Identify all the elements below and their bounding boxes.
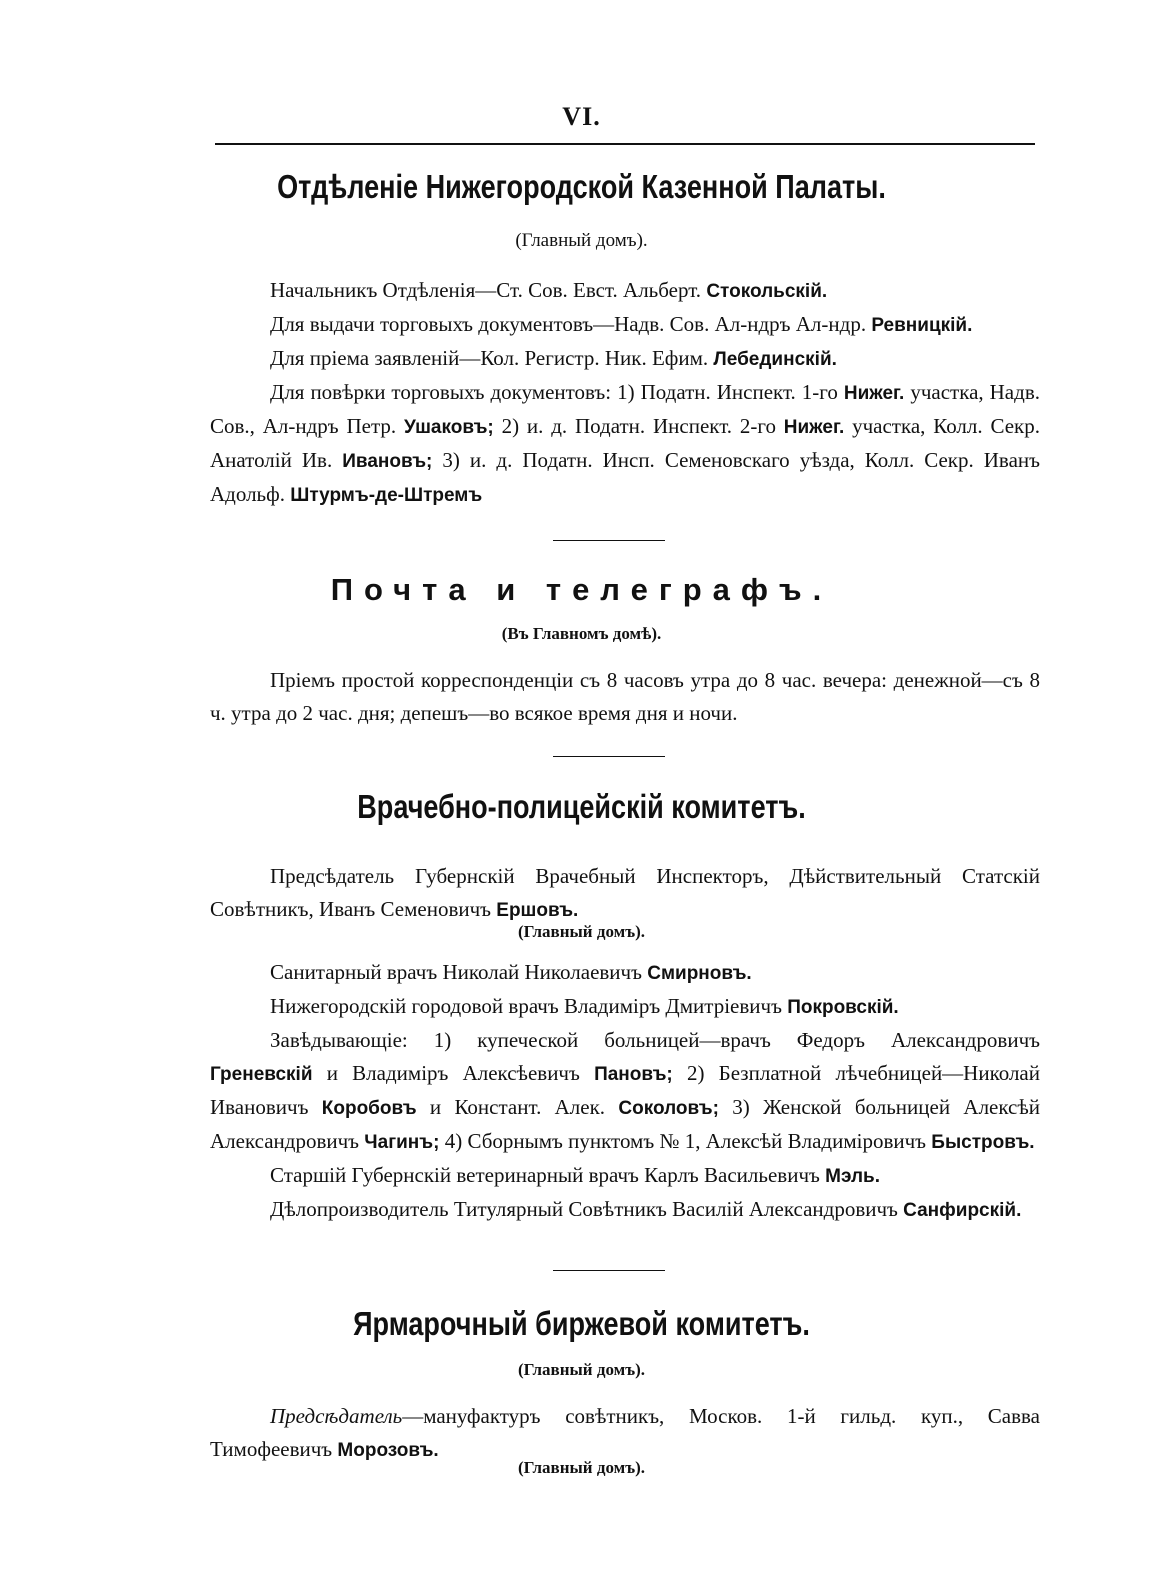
person-name: Греневскій <box>210 1064 313 1085</box>
section-title-exchange: Ярмарочный биржевой комитетъ. <box>353 1305 810 1342</box>
treasury-body <box>210 274 1040 512</box>
person-name: Быстровъ. <box>931 1132 1035 1153</box>
section-location-exchange-2: (Главный домъ). <box>517 1458 646 1477</box>
person-name: Смирновъ. <box>647 963 752 984</box>
person-name: Стокольскій. <box>706 281 828 302</box>
chief-entry: Начальникъ Отдѣленія—Ст. Сов. Евст. Альберт. Стокольскій. <box>270 278 828 302</box>
section-divider <box>553 1270 665 1271</box>
header-rule <box>215 143 1035 145</box>
section-divider <box>553 540 665 541</box>
person-name: Штурмъ-де-Штремъ <box>290 485 483 506</box>
person-name: Коробовъ <box>321 1098 417 1119</box>
person-name: Соколовъ; <box>618 1098 719 1119</box>
post-body <box>210 664 1040 730</box>
section-location-treasury: (Главный домъ). <box>515 230 648 251</box>
medical-body <box>210 956 1040 1227</box>
person-name: Ивановъ; <box>342 451 433 472</box>
person-name: Морозовъ. <box>337 1440 439 1461</box>
person-name: Пановъ; <box>594 1064 673 1085</box>
person-name: Санфирскій. <box>903 1200 1022 1221</box>
section-title-post: Почта и телеграфъ. <box>330 572 833 607</box>
person-name: Лебединскій. <box>713 349 837 370</box>
exchange-body <box>210 1400 1040 1467</box>
section-title-medical: Врачебно-полицейскій комитетъ. <box>357 788 806 825</box>
exchange-chairman-entry: Предсѣдатель—мануфактуръ совѣтникъ, Москов. 1-й гильд. куп., Савва Тимофеевичъ Морозовъ. <box>210 1404 1040 1461</box>
chairman-entry: Предсѣдатель Губернскій Врачебный Инспекторъ, Дѣйствительный Статскій Совѣтникъ, Иванъ Семеновичъ Ершовъ. <box>210 864 1040 921</box>
section-location-exchange: (Главный домъ). <box>517 1360 646 1379</box>
person-name: Ревницкій. <box>871 315 973 336</box>
section-location-medical: (Главный домъ). <box>517 922 646 941</box>
applications-entry: Для пріема заявленій—Кол. Регистр. Ник. Ефим. Лебединскій. <box>270 346 837 370</box>
section-location-post: (Въ Главномъ домѣ). <box>501 624 662 643</box>
person-name: Покровскій. <box>787 997 899 1018</box>
section-title-treasury: Отдѣленіе Нижегородской Казенной Палаты. <box>277 168 886 205</box>
person-name: Ершовъ. <box>496 900 579 921</box>
medical-chairman <box>210 860 1040 927</box>
person-name: Чагинъ; <box>364 1132 440 1153</box>
person-name: Мэль. <box>825 1166 881 1187</box>
page-number: VI. <box>562 102 601 131</box>
sanitary-entry: Санитарный врачъ Николай Николаевичъ Смирновъ. <box>270 960 752 984</box>
vet-entry: Старшій Губернскій ветеринарный врачъ Карлъ Васильевичъ Мэль. <box>270 1163 881 1187</box>
post-hours: Пріемъ простой корреспонденціи съ 8 часовъ утра до 8 час. вечера: денежной—съ 8 ч. утра до 2 час. дня; депешъ—во всякое время дня и ночи. <box>210 668 1040 725</box>
heads-entry: Завѣдывающіе: 1) купеческой больницей—врачъ Федоръ Александровичъ Греневскій и Владиміръ Алексѣевичъ Пановъ; 2) Безплатной лѣчебницей—Николай Ивановичъ Коробовъ и Констант. Алек. Соколовъ; 3) Женской больницей Алексѣй Александровичъ Чагинъ; 4) Сборнымъ пунктомъ № 1, Алексѣй Владиміровичъ Быстровъ. <box>210 1028 1041 1153</box>
clerk-entry: Дѣлопроизводитель Титулярный Совѣтникъ Василій Александровичъ Санфирскій. <box>270 1197 1022 1221</box>
trade-docs-entry: Для выдачи торговыхъ документовъ—Надв. Сов. Ал-ндръ Ал-ндр. Ревницкій. <box>270 312 973 336</box>
section-divider <box>553 756 665 757</box>
verification-entry: Для повѣрки торговыхъ документовъ: 1) Податн. Инспект. 1-го Нижег. участка, Надв. Сов., Ал-ндръ Петр. Ушаковъ; 2) и. д. Податн. Инспект. 2-го Нижег. участка, Колл. Секр. Анатолій Ив. Ивановъ; 3) и. д. Податн. Инсп. Семеновскаго уѣзда, Колл. Секр. Иванъ Адольф. Штурмъ-де-Штремъ <box>210 380 1041 506</box>
person-name: Ушаковъ; <box>404 417 494 438</box>
city-doctor-entry: Нижегородскій городовой врачъ Владиміръ Дмитріевичъ Покровскій. <box>270 994 899 1018</box>
